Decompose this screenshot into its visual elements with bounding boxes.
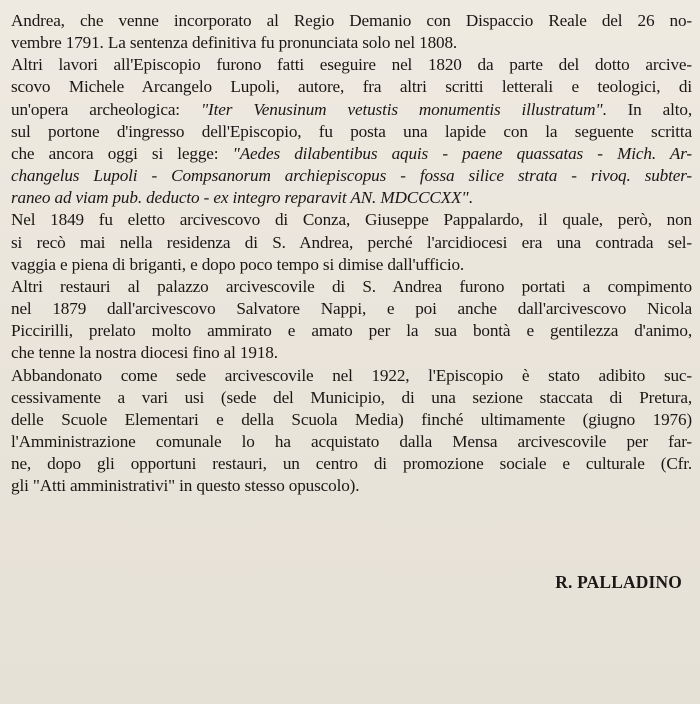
- italic-inscription: changelus Lupoli - Compsanorum archiepiscopus - fossa silice strata - rivoq. subter-: [11, 166, 692, 186]
- text-line: gli "Atti amministrativi" in questo stesso opuscolo).: [11, 476, 360, 496]
- text-line: delle Scuole Elementari e della Scuola Media) finché ultimamente (giugno 1976): [11, 409, 692, 429]
- italic-inscription: "Aedes dilabentibus aquis - paene quassatas - Mich. Ar-: [232, 143, 692, 163]
- text-line: Altri restauri al palazzo arcivescovile di S. Andrea furono portati a compimento: [11, 276, 692, 296]
- text-line: raneo ad viam pub. deducto - ex integro reparavit AN. MDCCCXX".: [11, 188, 473, 208]
- author-signature: R. PALLADINO: [555, 572, 682, 592]
- text-line: si recò mai nella residenza di S. Andrea, perché l'arcidiocesi era una contrada sel-: [11, 232, 692, 252]
- text-line: Nel 1849 fu eletto arcivescovo di Conza, Giuseppe Pappalardo, il quale, però, non: [11, 210, 692, 230]
- text-line: sul portone d'ingresso dell'Episcopio, fu posta una lapide con la seguente scritta: [11, 121, 692, 141]
- body-text: [11, 10, 692, 497]
- text-line: nel 1879 dall'arcivescovo Salvatore Nappi, e poi anche dall'arcivescovo Nicola: [11, 299, 692, 319]
- italic-title: "Iter Venusinum vetustis monumentis illustratum": [200, 99, 603, 119]
- text-line: Altri lavori all'Episcopio furono fatti eseguire nel 1820 da parte del dotto arcive-: [11, 55, 692, 75]
- text-line: che tenne la nostra diocesi fino al 1918.: [11, 343, 278, 363]
- text-line: un'opera archeologica: "Iter Venusinum vetustis monumentis illustratum". In alto,: [11, 99, 693, 119]
- text-line: vaggia e piena di briganti, e dopo poco tempo si dimise dall'ufficio.: [11, 254, 465, 274]
- text-line: cessivamente a vari usi (sede del Municipio, di una sezione staccata di Pretura,: [11, 387, 692, 407]
- text-line: vembre 1791. La sentenza definitiva fu pronunciata solo nel 1808.: [11, 33, 458, 53]
- text-line: che ancora oggi si legge: "Aedes dilabentibus aquis - paene quassatas - Mich. Ar-: [11, 143, 692, 163]
- text-line: [11, 165, 692, 187]
- text-line: l'Amministrazione comunale lo ha acquistato dalla Mensa arcivescovile per far-: [11, 431, 692, 451]
- text-line: Piccirilli, prelato molto ammirato e amato per la sua bontà e gentilezza d'animo,: [11, 321, 692, 341]
- text-line: ne, dopo gli opportuni restauri, un centro di promozione sociale e culturale (Cfr.: [11, 454, 692, 474]
- text-line: Abbandonato come sede arcivescovile nel 1922, l'Episcopio è stato adibito suc-: [11, 365, 692, 385]
- italic-inscription: raneo ad viam pub. deducto - ex integro reparavit AN. MDCCCXX": [11, 188, 469, 208]
- text-line: scovo Michele Arcangelo Lupoli, autore, fra altri scritti letterali e teologici, di: [11, 77, 692, 97]
- text-line: Andrea, che venne incorporato al Regio Demanio con Dispaccio Reale del 26 no-: [11, 11, 692, 30]
